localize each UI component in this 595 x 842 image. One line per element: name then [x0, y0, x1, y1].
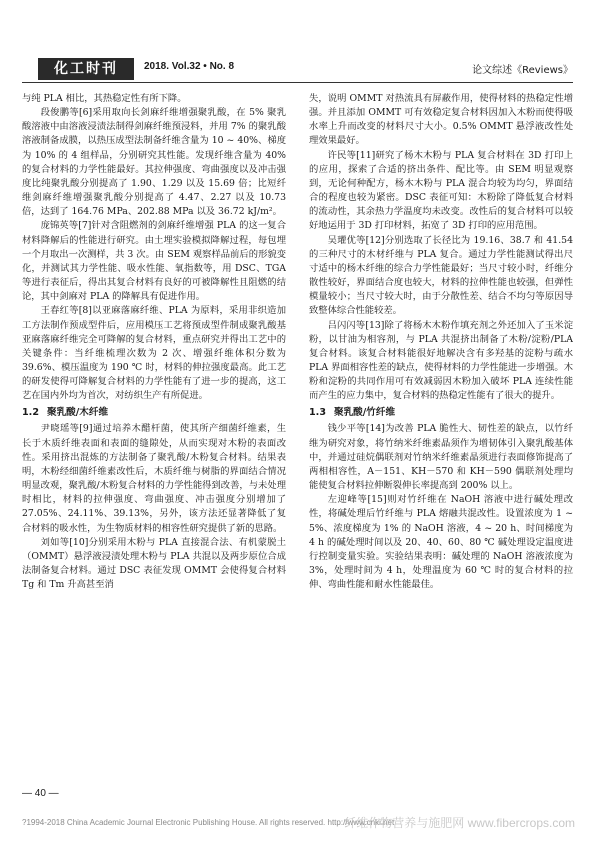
watermark: 纤维作物营养与施肥网 www.fibercrops.com — [344, 816, 575, 830]
paragraph: 庞锦英等[7]针对含阻燃剂的剑麻纤维增强 PLA 的这一复合材料降解后的性能进行研究。由土埋实验模拟降解过程，每包埋一个月取出一次测样，共 3 次。由 SEM 观察样品前后的形貌变化，并测试其力学性能、吸水性能、氧指数等，用 DSC、TGA 等进行表征后，得出其复合材料有良好的可被降解性且阻燃的结论，其中剑麻对 PLA 的降解具有促进作用。 — [22, 220, 286, 303]
section-title: 聚乳酸/木纤维 — [47, 407, 109, 419]
paragraph: 段俊鹏等[6]采用取向长剑麻纤维增强聚乳酸，在 5% 聚乳酸溶液中由溶液浸渍法制得剑麻纤维预浸料，并用 7% 的聚乳酸溶液制备成膜，以热压成型法制备纤维含量为 10 ~ 40%、梯度为 10% 的 4 组样品，分别研究其性能。发现纤维含量为 40% 的复合材料的力学性能最好。其拉伸强度、弯曲强度以及冲击强度比纯聚乳酸分别提高了 1.90、1.29 以及 15.69 倍；比短纤维剑麻纤维增强聚乳酸分别提高了 4.47、2.27 以及 10.73 倍，达到了 164.76 MPa、202.88 MPa 以及 36.72 kJ/m²。 — [22, 107, 286, 218]
page-header — [18, 58, 577, 82]
section-number: 1.2 — [22, 407, 39, 419]
section-heading — [309, 405, 573, 420]
paragraph: 吕闪闪等[13]除了将杨木木粉作填充剂之外还加入了玉米淀粉，以甘油为相容剂，与 PLA 共混挤出制备了木粉/淀粉/PLA 复合材料。该复合材料能很好地解决含有多羟基的淀粉与疏水 PLA 界面相容性差的缺点，使得材料的力学性能进一步增强。木粉和淀粉的共同作用可有效减弱因木粉加入破坏 PLA 连续性能而产生的应力集中，复合材料的热稳定性能有了很大的提升。 — [309, 319, 573, 402]
right-column — [309, 92, 573, 762]
copyright-footer: ?1994-2018 China Academic Journal Electronic Publishing House. All rights reserved. http://www.cnki.net — [22, 818, 395, 827]
paragraph: 左迎峰等[15]则对竹纤维在 NaOH 溶液中进行碱处理改性，将碱处理后竹纤维与 PLA 熔融共混改性。设置浓度为 1 ~ 5%、浓度梯度为 1% 的 NaOH 溶液，4 ~ 20 h、时间梯度为 4 h 的碱处理时间以及 20、40、60、80 ℃ 碱处理设定温度进行控制变量实验。实验结果表明：碱处理的 NaOH 溶液浓度为 3%，处理时间为 4 h，处理温度为 60 ℃ 时的复合材料的拉伸、弯曲性能和耐水性能最佳。 — [309, 494, 573, 591]
section-number: 1.3 — [309, 407, 326, 419]
journal-logo: 化工时刊 — [38, 58, 134, 80]
paragraph: 尹晓瑶等[9]通过培养木醋杆菌，使其所产细菌纤维素，生长于木质纤维表面和表面的缝隙处，从而实现对木粉的表面改性。采用挤出混炼的方法制备了聚乳酸/木粉复合材料。结果表明，木粉经细菌纤维素改性后，木质纤维与树脂的界面结合情况明显改观，聚乳酸/木粉复合材料的力学性能得到改善，与未处理时相比，材料的拉伸强度、弯曲强度、冲击强度分别增加了 27.05%、24.11%、39.13%，另外，该方法还显著降低了复合材料的吸水性，为生物质材料的相容性研究提供了新的思路。 — [22, 423, 286, 534]
paragraph: 失，说明 OMMT 对热流具有屏蔽作用，使得材料的热稳定性增强。并且添加 OMMT 可有效稳定复合材料因加入木粉而使得吸水率上升而改变的材料尺寸大小。0.5% OMMT 悬浮液改性处理效果最好。 — [309, 93, 573, 147]
paragraph: 许民等[11]研究了杨木木粉与 PLA 复合材料在 3D 打印上的应用，探索了合适的挤出条件、配比等。由 SEM 明显观察到，无论何种配方，杨木木粉与 PLA 混合均较为均匀，界面结合的程度也较为紧密。DSC 表征可知：木粉除了降低复合材料的流动性，其余热力学温度均未改变。改性后的复合材料可以较好地运用于 3D 打印材料，拓宽了 3D 打印的应用范围。 — [309, 149, 573, 232]
paragraph: 吴瓘优等[12]分别选取了长径比为 19.16、38.7 和 41.54 的三种尺寸的木材纤维与 PLA 复合。通过力学性能测试得出尺寸适中的杨木纤维的综合力学性能最好；当尺寸较小时，纤维分散性较好，界面结合度也较大，材料的拉伸性能也较强，但弹性模量较小；当尺寸较大时，由于分散性差、结合不均匀等原因导致整体综合性能较差。 — [309, 234, 573, 317]
issue-info: 2018. Vol.32 • No. 8 — [144, 61, 235, 72]
paragraph: 与纯 PLA 相比，其热稳定性有所下降。 — [22, 93, 187, 104]
section-heading — [22, 405, 286, 420]
section-title: 聚乳酸/竹纤维 — [334, 407, 396, 419]
paragraph: 刘如等[10]分别采用木粉与 PLA 直接混合法、有机蒙脱土（OMMT）悬浮液浸渍处理木粉与 PLA 共混以及两步原位合成法制备复合材料。通过 DSC 表征发现 OMMT 会使得复合材料 Tg 和 Tm 升高甚至消 — [22, 536, 286, 591]
paragraph: 王春红等[8]以亚麻落麻纤维、PLA 为原料，采用非织造加工方法制作预成型件后，应用模压工艺将预成型件制成聚乳酸基亚麻落麻纤维完全可降解的复合材料，重点研究并得出工艺中的关键条件：当纤维梳理次数为 2 次、增强纤维体积分数为 39.6%、模压温度为 190 ℃ 时，材料的伸拉强度最高。此工艺的研发使得可降解复合材料的力学性能有了进一步的提高，这工艺在国内外均为首次，对纺织生产有所促进。 — [22, 305, 286, 402]
section-label: 论文综述《Reviews》 — [472, 65, 573, 76]
header-rule — [22, 82, 573, 83]
left-column — [22, 92, 286, 762]
paragraph: 钱少平等[14]为改善 PLA 脆性大、韧性差的缺点，以竹纤维为研究对象，将竹纳米纤维素晶须作为增韧体引入聚乳酸基体中，并通过硅烷偶联剂对竹纳米纤维素晶须进行表面修饰提高了两相相容性，A－151、KH－570 和 KH－590 偶联剂处理均能使复合材料拉伸断裂伸长率提高到 200% 以上。 — [309, 423, 573, 492]
page-number: — 40 — — [22, 788, 59, 799]
